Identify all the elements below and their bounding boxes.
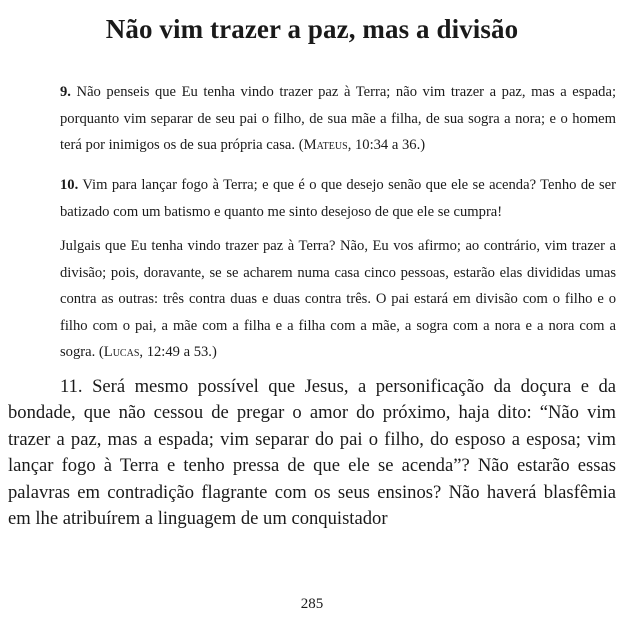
verse-10b-citation: (Lucas, 12:49 a 53.): [98, 344, 217, 360]
verse-10-text: Vim para lançar fogo à Terra; e que é o que desejo senão que ele se acenda? Tenho de ser batizado com um batismo e quanto me sinto desejoso de que ele se cumpra!: [60, 177, 616, 220]
verse-10-number: 10.: [60, 177, 79, 193]
verse-9-citation-ref: , 10:34 a 36.): [347, 137, 426, 153]
verse-9-text: Não penseis que Eu tenha vindo trazer paz à Terra; não vim trazer a paz, mas a espada; porquanto vim separar de seu pai o filho, de sua mãe a filha, de sua sogra a nora; e o homem terá por inimigos os de sua própria casa.: [60, 84, 616, 153]
verse-9-citation: (Mateus, 10:34 a 36.): [298, 137, 426, 153]
verse-9-quote: [60, 79, 616, 159]
verse-10-quote: [60, 172, 616, 225]
verse-10-continuation-quote: [60, 233, 616, 366]
paragraph-11-number: 11.: [60, 376, 83, 397]
verse-10b-citation-name: Lucas: [103, 344, 140, 360]
page-number: 285: [300, 596, 324, 612]
verse-10b-citation-ref: , 12:49 a 53.): [139, 344, 217, 360]
paragraph-11-text: Será mesmo possível que Jesus, a personificação da doçura e da bondade, que não cessou de pregar o amor do próximo, haja dito: “Não vim trazer a paz, mas a espada; vim separar do pai o filho, do esposo a esposa; vim lançar fogo à Terra e tenho pressa de que ele se acenda”? Não estarão essas palavras em contradição flagrante com os seus ensinos? Não haverá blasfêmia em lhe atribuírem a linguagem de um conquistador: [8, 376, 617, 530]
paragraph-11: [8, 374, 616, 532]
verse-9-number: 9.: [60, 84, 71, 100]
verse-9-citation-name: Mateus: [303, 137, 348, 153]
section-title: Não vim trazer a paz, mas a divisão: [105, 14, 519, 44]
verse-10b-text: Julgais que Eu tenha vindo trazer paz à Terra? Não, Eu vos afirmo; ao contrário, vim trazer a divisão; pois, doravante, se se acharem numa casa cinco pessoas, estarão elas divididas umas contra as outras: três contra duas e duas contra três. O pai estará em divisão com o filho e o filho com o pai, a mãe com a filha e a filha com a mãe, a sogra com a nora e a nora com a sogra.: [60, 238, 616, 360]
